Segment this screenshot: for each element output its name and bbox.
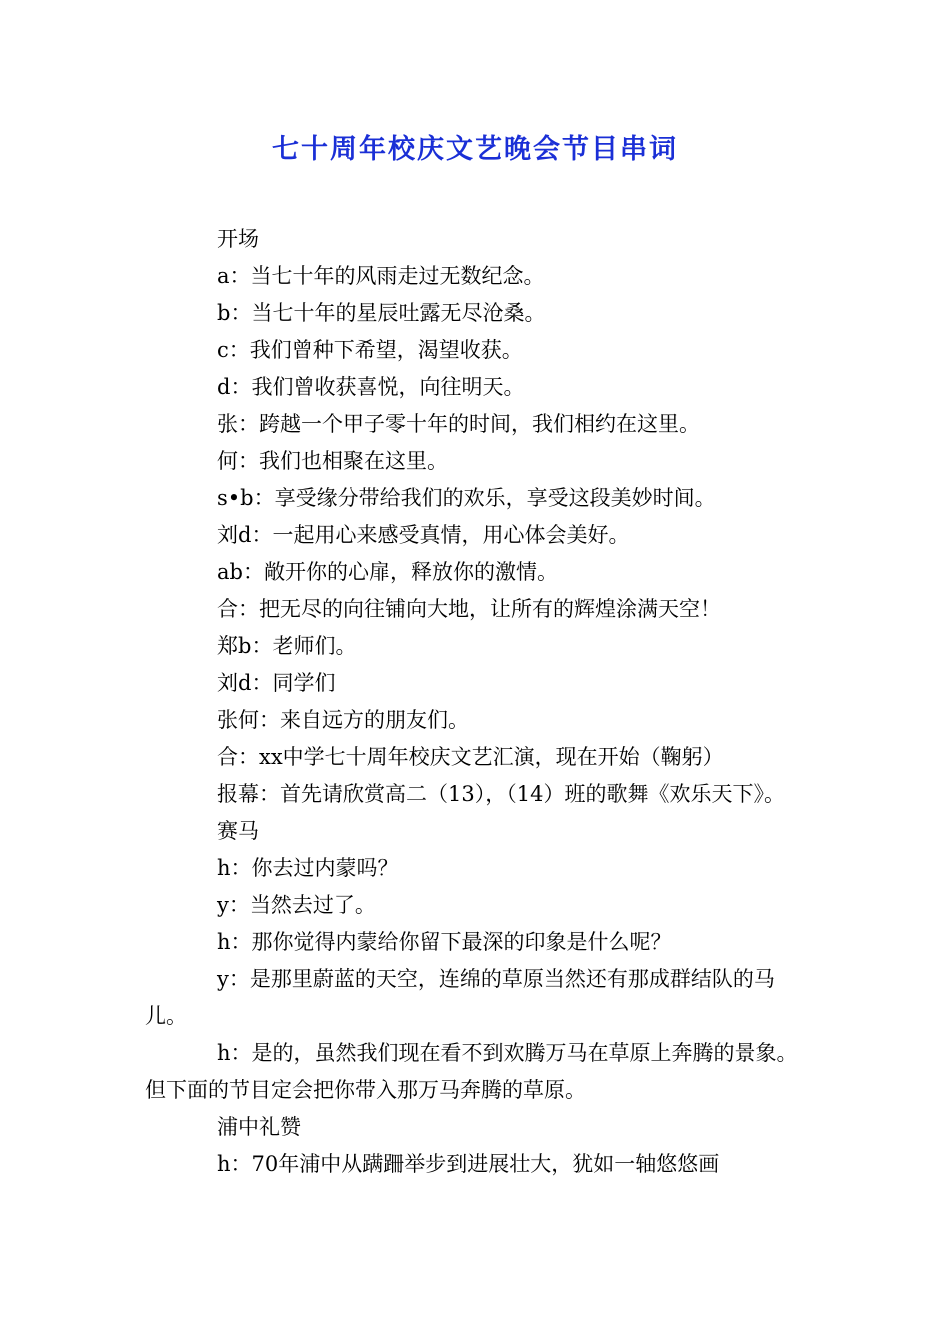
paragraph: 郑b：老师们。	[217, 634, 357, 658]
paragraph: 赛马	[217, 819, 259, 843]
paragraph: h：你去过内蒙吗？	[217, 856, 399, 880]
paragraph: ab：敞开你的心扉，释放你的激情。	[217, 560, 558, 584]
paragraph: b：当七十年的星辰吐露无尽沧桑。	[217, 301, 546, 325]
paragraph: d：我们曾收获喜悦，向往明天。	[217, 375, 525, 399]
paragraph: 浦中礼赞	[217, 1115, 301, 1139]
paragraph: s•b：享受缘分带给我们的欢乐，享受这段美妙时间。	[217, 486, 716, 510]
paragraph: 开场	[217, 227, 259, 251]
paragraph: y：当然去过了。	[217, 893, 376, 917]
paragraph: h：那你觉得内蒙给你留下最深的印象是什么呢？	[217, 930, 672, 954]
paragraph: 何：我们也相聚在这里。	[217, 449, 448, 473]
paragraph: y：是那里蔚蓝的天空，连绵的草原当然还有那成群结队的马儿。	[145, 967, 775, 1028]
paragraph: 刘d：同学们	[217, 671, 336, 695]
document-body	[145, 221, 810, 1183]
document-title: 七十周年校庆文艺晚会节目串词	[272, 134, 678, 165]
paragraph: 合：xx中学七十周年校庆文艺汇演，现在开始（鞠躬）	[217, 745, 724, 769]
paragraph: a：当七十年的风雨走过无数纪念。	[217, 264, 545, 288]
paragraph: h：是的，虽然我们现在看不到欢腾万马在草原上奔腾的景象。但下面的节目定会把你带入那万马奔腾的草原。	[145, 1041, 798, 1102]
paragraph: 刘d：一起用心来感受真情，用心体会美好。	[217, 523, 630, 547]
paragraph: 报幕：首先请欣赏高二（13），（14）班的歌舞《欢乐天下》。	[217, 782, 785, 806]
paragraph: h：70年浦中从蹒跚举步到进展壮大，犹如一轴悠悠画	[217, 1152, 720, 1176]
paragraph: 合：把无尽的向往铺向大地，让所有的辉煌涂满天空！	[217, 597, 721, 621]
paragraph: 张：跨越一个甲子零十年的时间，我们相约在这里。	[217, 412, 700, 436]
paragraph: c：我们曾种下希望，渴望收获。	[217, 338, 523, 362]
paragraph: 张何：来自远方的朋友们。	[217, 708, 469, 732]
